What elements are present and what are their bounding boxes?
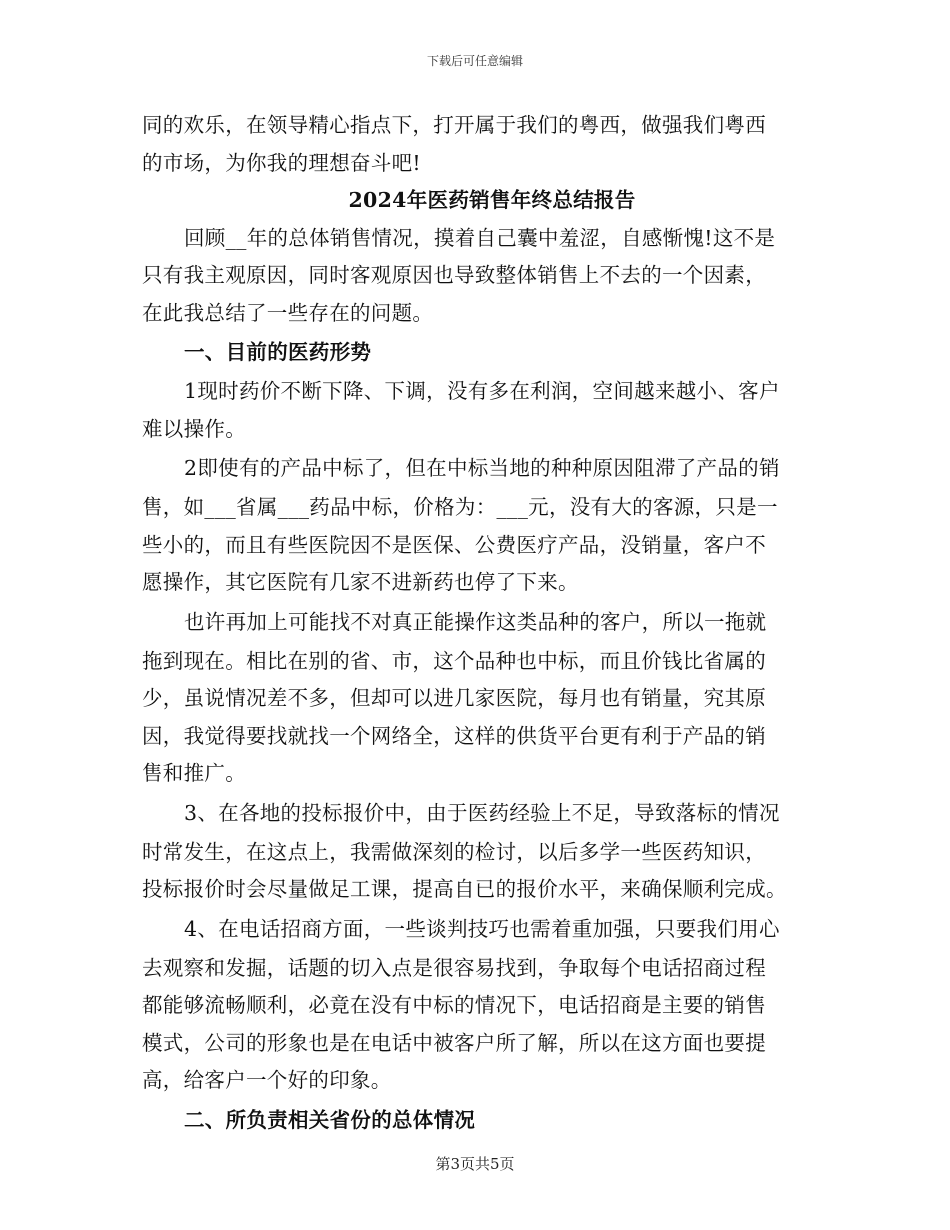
body-line: 2即使有的产品中标了，但在中标当地的种种原因阻滞了产品的销 bbox=[184, 456, 780, 480]
body-line: 拖到现在。相比在别的省、市，这个品种也中标，而且价钱比省属的 bbox=[142, 648, 766, 673]
body-line: 同的欢乐，在领导精心指点下，打开属于我们的粤西，做强我们粤西 bbox=[142, 113, 766, 137]
body-line: 在此我总结了一些存在的问题。 bbox=[142, 300, 434, 325]
body-line: 售和推广。 bbox=[142, 761, 246, 785]
body-line: 也许再加上可能找不对真正能操作这类品种的客户，所以一拖就 bbox=[184, 609, 767, 634]
body-line: 只有我主观原因，同时客观原因也导致整体销售上不去的一个因素， bbox=[142, 263, 766, 287]
document-title: 2024年医药销售年终总结报告 bbox=[348, 188, 636, 212]
body-line: 时常发生，在这点上，我需做深刻的检讨，以后多学一些医药知识， bbox=[142, 839, 766, 864]
body-line: 去观察和发掘，话题的切入点是很容易找到，争取每个电话招商过程 bbox=[142, 955, 766, 980]
body-line: 因，我觉得要找就找一个网络全，这样的供货平台更有利于产品的销 bbox=[142, 723, 766, 748]
body-line: 愿操作，其它医院有几家不进新药也停了下来。 bbox=[142, 570, 579, 594]
body-line: 1现时药价不断下降、下调，没有多在利润，空间越来越小、客户 bbox=[184, 379, 780, 403]
page-header: 下载后可任意编辑 bbox=[426, 54, 523, 68]
body-line: 些小的，而且有些医院因不是医保、公费医疗产品，没销量，客户不 bbox=[142, 532, 766, 557]
body-line: 少，虽说情况差不多，但却可以进几家医院，每月也有销量，究其原 bbox=[142, 686, 766, 710]
body-line: 高，给客户一个好的印象。 bbox=[142, 1068, 392, 1092]
section-heading: 一、目前的医药形势 bbox=[184, 340, 372, 364]
body-line: 模式，公司的形象也是在电话中被客户所了解，所以在这方面也要提 bbox=[142, 1030, 766, 1055]
body-line: 都能够流畅顺利，必竟在没有中标的情况下，电话招商是主要的销售 bbox=[142, 993, 766, 1017]
body-line: 回顾__年的总体销售情况，摸着自己囊中羞涩，自感惭愧!这不是 bbox=[184, 225, 776, 250]
document-body bbox=[142, 107, 812, 1141]
body-line: 的市场，为你我的理想奋斗吧! bbox=[142, 150, 421, 175]
section-heading: 二、所负责相关省份的总体情况 bbox=[184, 1107, 476, 1132]
page-number: 第3页共5页 bbox=[435, 1155, 515, 1173]
body-line: 售，如___省属___药品中标，价格为：___元，没有大的客源，只是一 bbox=[142, 495, 778, 519]
body-line: 难以操作。 bbox=[142, 416, 246, 441]
body-line: 投标报价时会尽量做足工课，提高自已的报价水平，来确保顺利完成。 bbox=[142, 877, 787, 901]
body-line: 3、在各地的投标报价中，由于医药经验上不足，导致落标的情况 bbox=[184, 800, 780, 825]
body-line: 4、在电话招商方面，一些谈判技巧也需着重加强，只要我们用心 bbox=[184, 916, 780, 941]
